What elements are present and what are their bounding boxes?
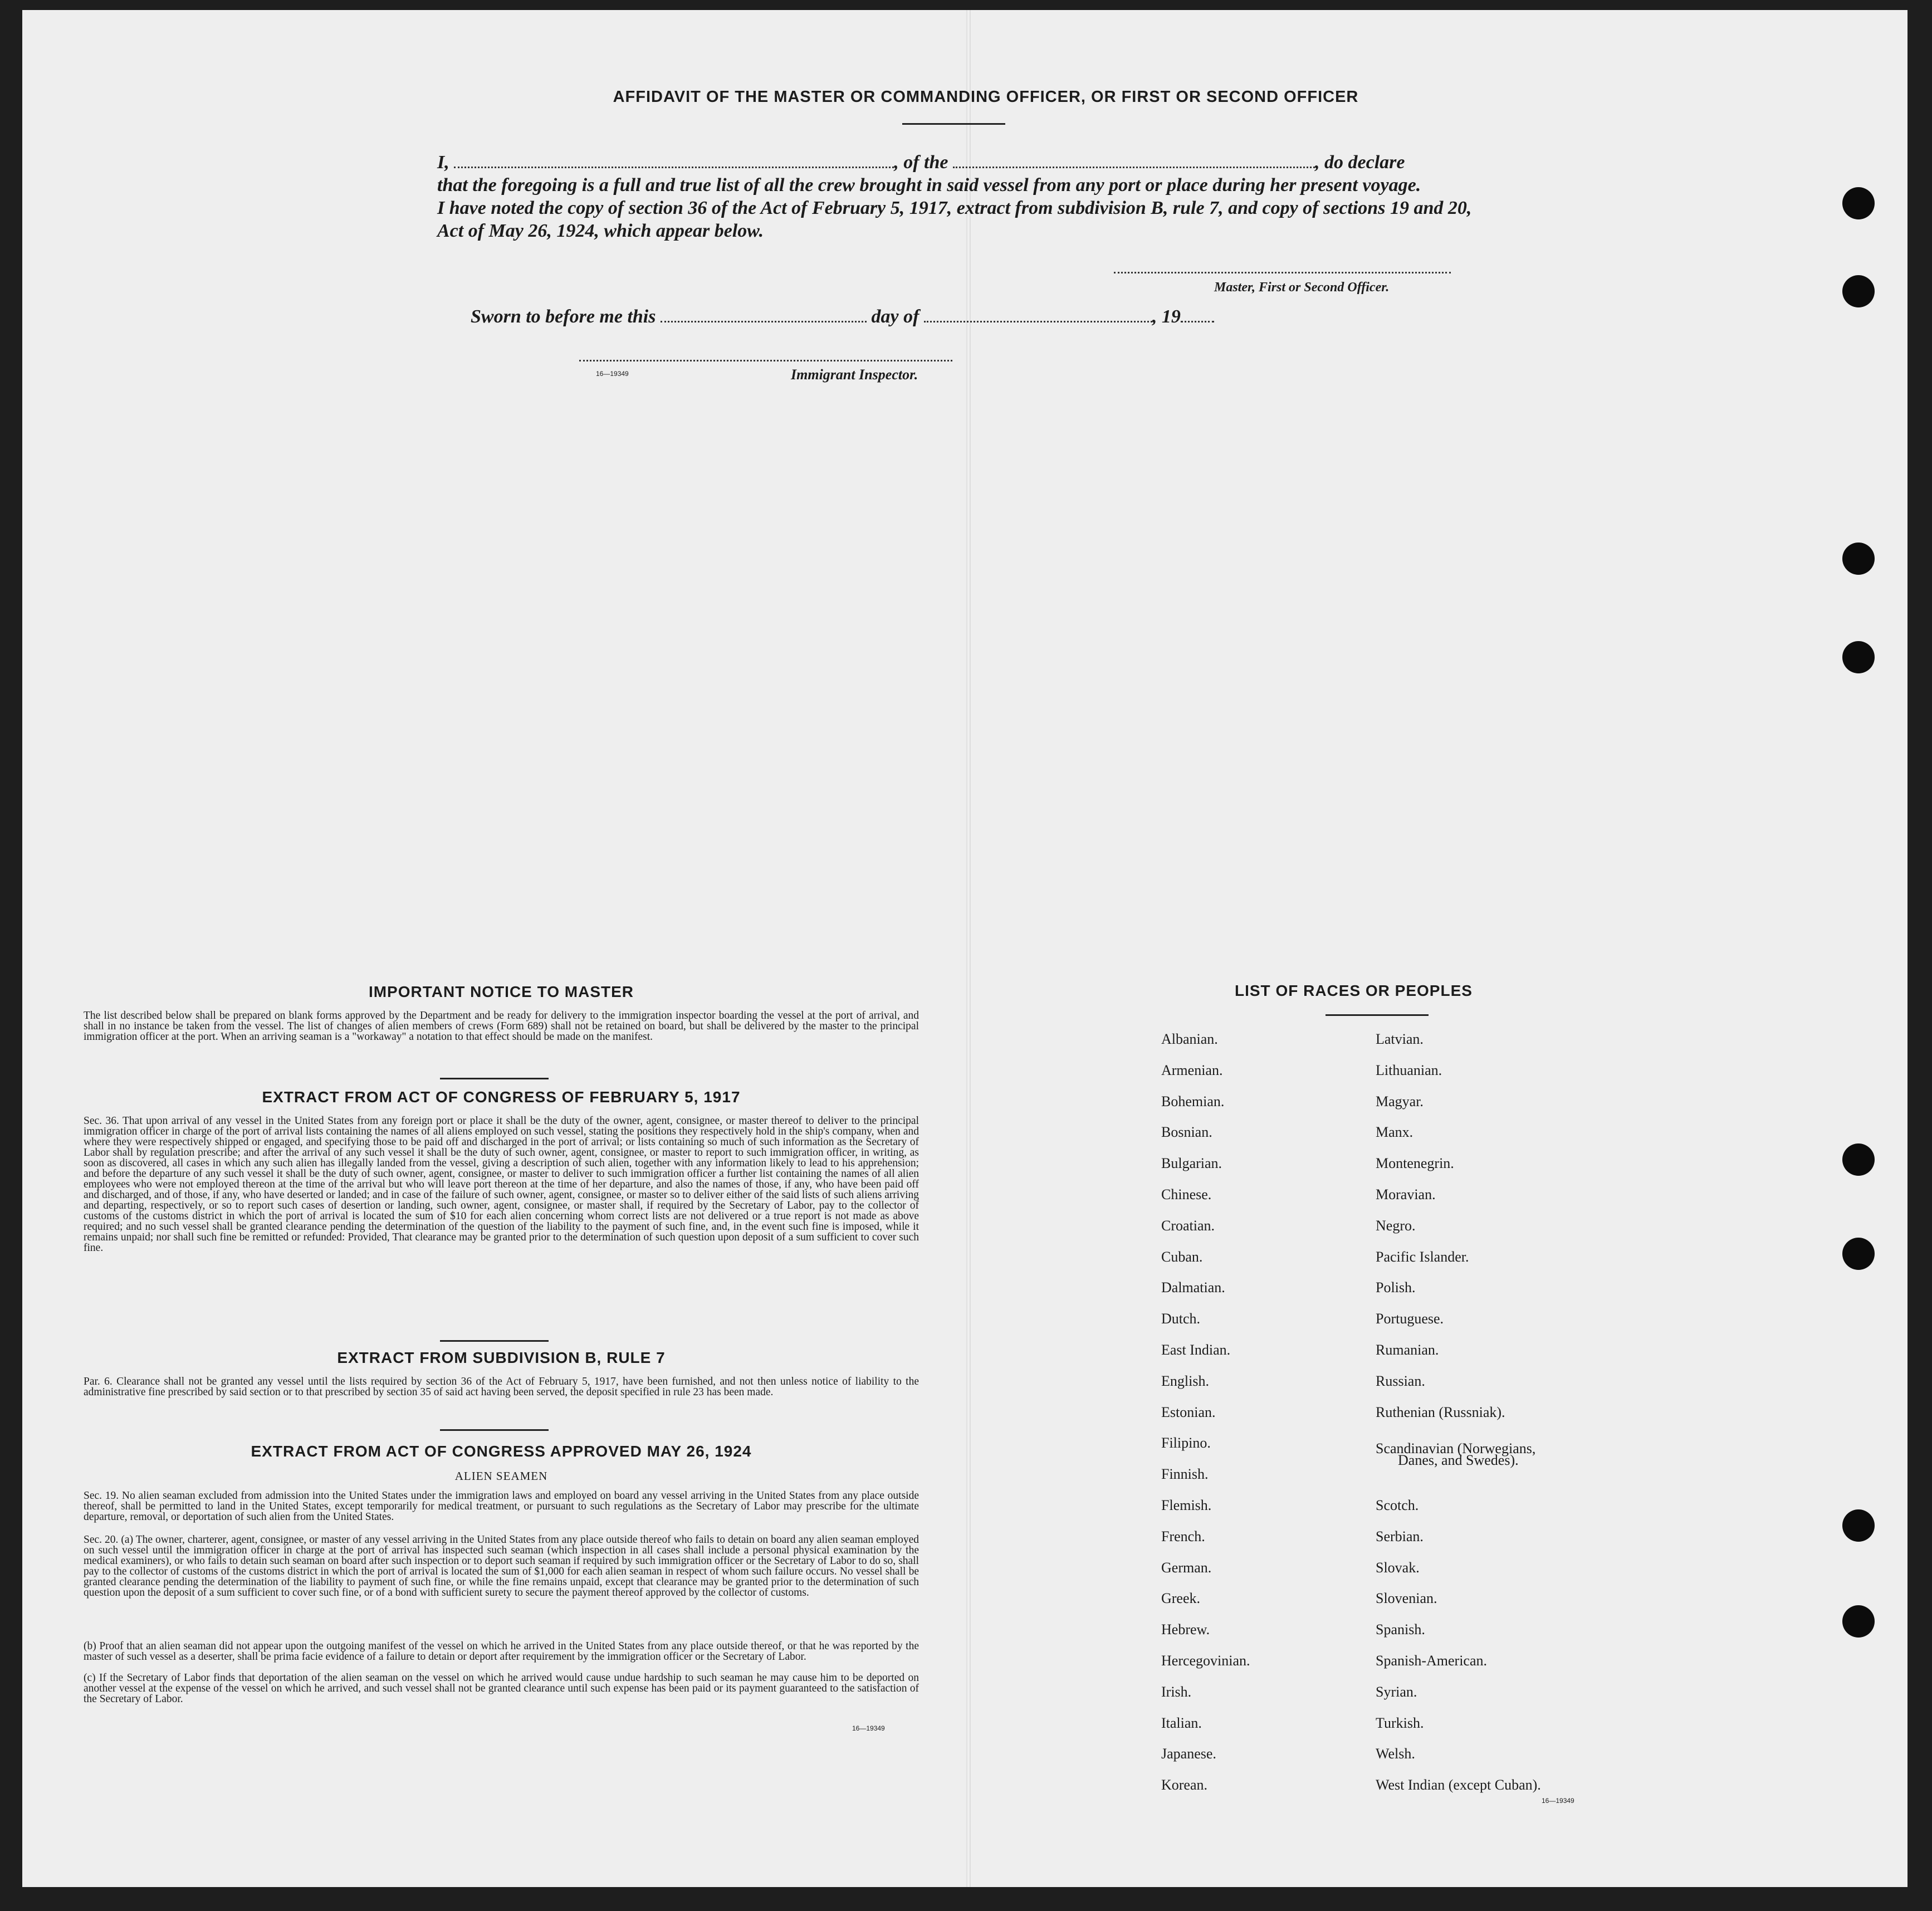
extract-1917-title: EXTRACT FROM ACT OF CONGRESS OF FEBRUARY 5, 1917 bbox=[262, 1088, 741, 1106]
punch-hole bbox=[1842, 1143, 1875, 1176]
race-item: Italian. bbox=[1161, 1714, 1202, 1731]
race-item: Albanian. bbox=[1161, 1031, 1218, 1047]
race-item: Moravian. bbox=[1376, 1186, 1436, 1203]
race-item: Russian. bbox=[1376, 1372, 1425, 1389]
race-item: Montenegrin. bbox=[1376, 1155, 1454, 1172]
do-declare-label: , do declare bbox=[1315, 152, 1405, 173]
affidavit-line-2: that the foregoing is a full and true list of all the crew brought in said vessel from any port or place during her present voyage. bbox=[437, 175, 1421, 196]
race-item: Spanish-American. bbox=[1376, 1653, 1488, 1669]
race-item: Pacific Islander. bbox=[1376, 1248, 1469, 1265]
form-number: 16—19349 bbox=[852, 1724, 885, 1732]
center-fold bbox=[966, 10, 971, 1887]
punch-hole bbox=[1842, 187, 1875, 219]
race-item: Korean. bbox=[1161, 1777, 1208, 1793]
race-item: Latvian. bbox=[1376, 1031, 1424, 1047]
race-item: Welsh. bbox=[1376, 1746, 1415, 1762]
race-item: Serbian. bbox=[1376, 1528, 1424, 1545]
race-item: Hebrew. bbox=[1161, 1621, 1210, 1638]
sworn-day-field[interactable] bbox=[661, 321, 867, 322]
race-item: Negro. bbox=[1376, 1217, 1416, 1234]
form-number: 16—19349 bbox=[1542, 1797, 1574, 1805]
races-rule bbox=[1326, 1014, 1429, 1016]
inspector-signature-field[interactable] bbox=[579, 360, 952, 361]
race-item: Bulgarian. bbox=[1161, 1155, 1222, 1172]
race-item: Spanish. bbox=[1376, 1621, 1425, 1638]
affidavit-line-4: Act of May 26, 1924, which appear below. bbox=[437, 221, 764, 241]
master-signature-field[interactable] bbox=[1114, 272, 1451, 273]
day-of-label: day of bbox=[871, 306, 919, 327]
race-item: Slovenian. bbox=[1376, 1590, 1437, 1607]
sworn-month-field[interactable] bbox=[924, 321, 1152, 322]
race-item: German. bbox=[1161, 1559, 1212, 1576]
race-item: Cuban. bbox=[1161, 1248, 1203, 1265]
race-item: Hercegovinian. bbox=[1161, 1653, 1250, 1669]
master-signature-label: Master, First or Second Officer. bbox=[1214, 280, 1390, 295]
race-item: Finnish. bbox=[1161, 1466, 1209, 1483]
race-item: Chinese. bbox=[1161, 1186, 1212, 1203]
punch-hole bbox=[1842, 542, 1875, 575]
extract-rule7-body: Par. 6. Clearance shall not be granted any vessel until the lists required by section 36 of the Act of February 5, 1917, have been furnished, and not then unless notice of liability to the administrative fine prescribed by said section or to that prescribed by section 35 of said act having been served, the deposit specified in rule 23 has been made. bbox=[84, 1376, 919, 1398]
race-item: Filipino. bbox=[1161, 1435, 1211, 1451]
race-item: Estonian. bbox=[1161, 1404, 1216, 1420]
race-item: Greek. bbox=[1161, 1590, 1201, 1607]
affidavit-i-label: I, bbox=[437, 152, 449, 173]
race-item: Manx. bbox=[1376, 1124, 1413, 1141]
extract-1924-title: EXTRACT FROM ACT OF CONGRESS APPROVED MAY 26, 1924 bbox=[251, 1443, 752, 1460]
sworn-year-field[interactable] bbox=[1181, 321, 1214, 322]
sec-20b-body: (b) Proof that an alien seaman did not appear upon the outgoing manifest of the vessel on which he arrived in the United States from any place outside thereof, or that he was reported by the master of such vessel as a deserter, shall be prima facie evidence of a failure to detain or deport after requirement by the immigration officer or the Secretary of Labor. bbox=[84, 1640, 919, 1663]
punch-hole bbox=[1842, 1238, 1875, 1270]
extract-1924-subtitle: ALIEN SEAMEN bbox=[454, 1469, 548, 1483]
race-item: Syrian. bbox=[1376, 1683, 1417, 1700]
race-item: Danes, and Swedes). bbox=[1398, 1452, 1519, 1469]
race-item: Rumanian. bbox=[1376, 1342, 1439, 1358]
race-item: Bosnian. bbox=[1161, 1124, 1212, 1141]
form-number: 16—19349 bbox=[596, 370, 629, 378]
race-item: Magyar. bbox=[1376, 1093, 1424, 1110]
document-page bbox=[22, 10, 1907, 1887]
punch-hole bbox=[1842, 1509, 1875, 1542]
extract-rule7-title: EXTRACT FROM SUBDIVISION B, RULE 7 bbox=[337, 1349, 666, 1366]
race-item: Croatian. bbox=[1161, 1217, 1215, 1234]
race-item: Dalmatian. bbox=[1161, 1279, 1225, 1296]
affidavit-title: AFFIDAVIT OF THE MASTER OR COMMANDING OFFICER, OR FIRST OR SECOND OFFICER bbox=[613, 88, 1359, 106]
race-item: Lithuanian. bbox=[1376, 1062, 1442, 1078]
sec-20c-body: (c) If the Secretary of Labor finds that deportation of the alien seaman on the vessel on which he arrived would cause undue hardship to such seaman he may cause him to be deported on another vessel at the expense of the vessel on which he arrived, and such vessel shall not be granted clearance until such expense has been paid or its payment guaranteed to the satisfaction of the Secretary of Labor. bbox=[84, 1672, 919, 1705]
race-item: Bohemian. bbox=[1161, 1093, 1225, 1110]
race-item: Flemish. bbox=[1161, 1497, 1212, 1513]
inspector-label: Immigrant Inspector. bbox=[791, 366, 918, 383]
race-item: Scandinavian (Norwegians, bbox=[1376, 1440, 1536, 1457]
sec-19-body: Sec. 19. No alien seaman excluded from admission into the United States under the immigration laws and employed on board any vessel arriving in the United States from any place outside thereof, shall be permitted to land in the United States, except temporarily for medical treatment, or pursuant to such regulations as the Secretary of Labor may prescribe for the ultimate departure, removal, or deportation of such alien from the United States. bbox=[84, 1490, 919, 1523]
section-rule bbox=[440, 1078, 549, 1079]
race-item: Turkish. bbox=[1376, 1714, 1424, 1731]
punch-hole bbox=[1842, 641, 1875, 673]
extract-1917-body: Sec. 36. That upon arrival of any vessel in the United States from any foreign port or place it shall be the duty of the owner, agent, consignee, or master thereof to deliver to the principal immigration officer in charge of the port of arrival lists containing the names of all aliens employed on such vessel, stating the positions they respectively hold in the ship's company, when and where they were respectively shipped or engaged, and specifying those to be paid off and discharged in the port of arrival; or lists containing so much of such information as the Secretary of Labor shall by regulation prescribe; and after the arrival of any such vessel it shall be the duty of such owner, agent, consignee, or master to report to such immigration officer, in writing, as soon as discovered, all cases in which any such alien has illegally landed from the vessel, giving a description of such alien, together with any information likely to lead to his apprehension; and before the departure of any such vessel it shall be the duty of such owner, agent, consignee, or master to deliver to such immigration officer a further list containing the names of all alien employees who were not employed thereon at the time of the arrival but who will leave port thereon at the time of her departure, and also the names of those, if any, who have been paid off and discharged, and of those, if any, who have deserted or landed; and in case of the failure of such owner, agent, consignee, or master so to deliver either of the said lists of such aliens arriving and departing, respectively, or so to report such cases of desertion or landing, such owner, agent, consignee, or master shall, if required by the Secretary of Labor, pay to the collector of customs of the customs district in which the port of arrival is located the sum of $10 for each alien concerning whom correct lists are not delivered or a true report is not made as above required; and no such vessel shall be granted clearance pending the determination of the question of the liability to the payment of such fine, and, in the event such fine is imposed, while it remains unpaid; nor shall such fine be remitted or refunded: Provided, That clearance may be granted prior to the determination of such question upon deposit of a sum sufficient to cover such fine. bbox=[84, 1115, 919, 1254]
race-item: Japanese. bbox=[1161, 1746, 1216, 1762]
of-the-label: , of the bbox=[894, 152, 948, 173]
notice-title: IMPORTANT NOTICE TO MASTER bbox=[368, 983, 634, 1000]
race-item: Irish. bbox=[1161, 1683, 1192, 1700]
race-item: Polish. bbox=[1376, 1279, 1416, 1296]
officer-name-field[interactable] bbox=[454, 167, 894, 168]
title-rule bbox=[902, 123, 1005, 125]
vessel-name-field[interactable] bbox=[953, 167, 1315, 168]
race-item: French. bbox=[1161, 1528, 1205, 1545]
notice-body: The list described below shall be prepared on blank forms approved by the Department and be ready for delivery to the immigration inspector boarding the vessel at the port of arrival, and shall in no instance be taken from the vessel. The list of changes of alien members of crews (Form 689) shall not be retained on board, but shall be delivered by the master to the principal immigration officer at the port. When an arriving seaman is a "workaway" a notation to that effect should be made on the manifest. bbox=[84, 1010, 919, 1043]
race-item: English. bbox=[1161, 1372, 1209, 1389]
race-item: Dutch. bbox=[1161, 1311, 1201, 1327]
section-rule bbox=[440, 1429, 549, 1431]
section-rule bbox=[440, 1340, 549, 1342]
race-item: Slovak. bbox=[1376, 1559, 1420, 1576]
race-item: Scotch. bbox=[1376, 1497, 1419, 1513]
sworn-line bbox=[471, 306, 1214, 328]
sworn-label: Sworn to before me this bbox=[471, 306, 656, 327]
race-item: Portuguese. bbox=[1376, 1311, 1444, 1327]
sec-20a-body: Sec. 20. (a) The owner, charterer, agent, consignee, or master of any vessel arriving in the United States from any place outside thereof who fails to detain on board any alien seaman employed on such vessel until the immigration officer in charge at the port of arrival has inspected such seaman (which inspection in all cases shall include a personal physical examination by the medical examiners), or who fails to detain such seaman on board after such inspection or to deport such seaman if required by such immigration officer or the Secretary of Labor to do so, shall pay to the collector of customs of the customs district in which the port of arrival is located the sum of $1,000 for each alien seaman in respect of whom such failure occurs. No vessel shall be granted clearance pending the determination of the liability to payment of such fine, or while the fine remains unpaid, except that clearance may be granted prior to the determination of such question upon the deposit of a sum sufficient to cover such fine, or of a bond with sufficient surety to secure the payment thereof approved by the collector of customs. bbox=[84, 1534, 919, 1599]
race-item: Armenian. bbox=[1161, 1062, 1223, 1078]
punch-hole bbox=[1842, 1605, 1875, 1638]
race-item: West Indian (except Cuban). bbox=[1376, 1777, 1541, 1793]
affidavit-line-3: I have noted the copy of section 36 of the Act of February 5, 1917, extract from subdivision B, rule 7, and copy of sections 19 and 20, bbox=[437, 198, 1472, 218]
race-item: East Indian. bbox=[1161, 1342, 1231, 1358]
race-item: Ruthenian (Russniak). bbox=[1376, 1404, 1505, 1420]
punch-hole bbox=[1842, 275, 1875, 307]
year-label: , 19 bbox=[1152, 306, 1181, 327]
races-title: LIST OF RACES OR PEOPLES bbox=[1235, 982, 1473, 999]
affidavit-line-1 bbox=[437, 152, 1405, 173]
